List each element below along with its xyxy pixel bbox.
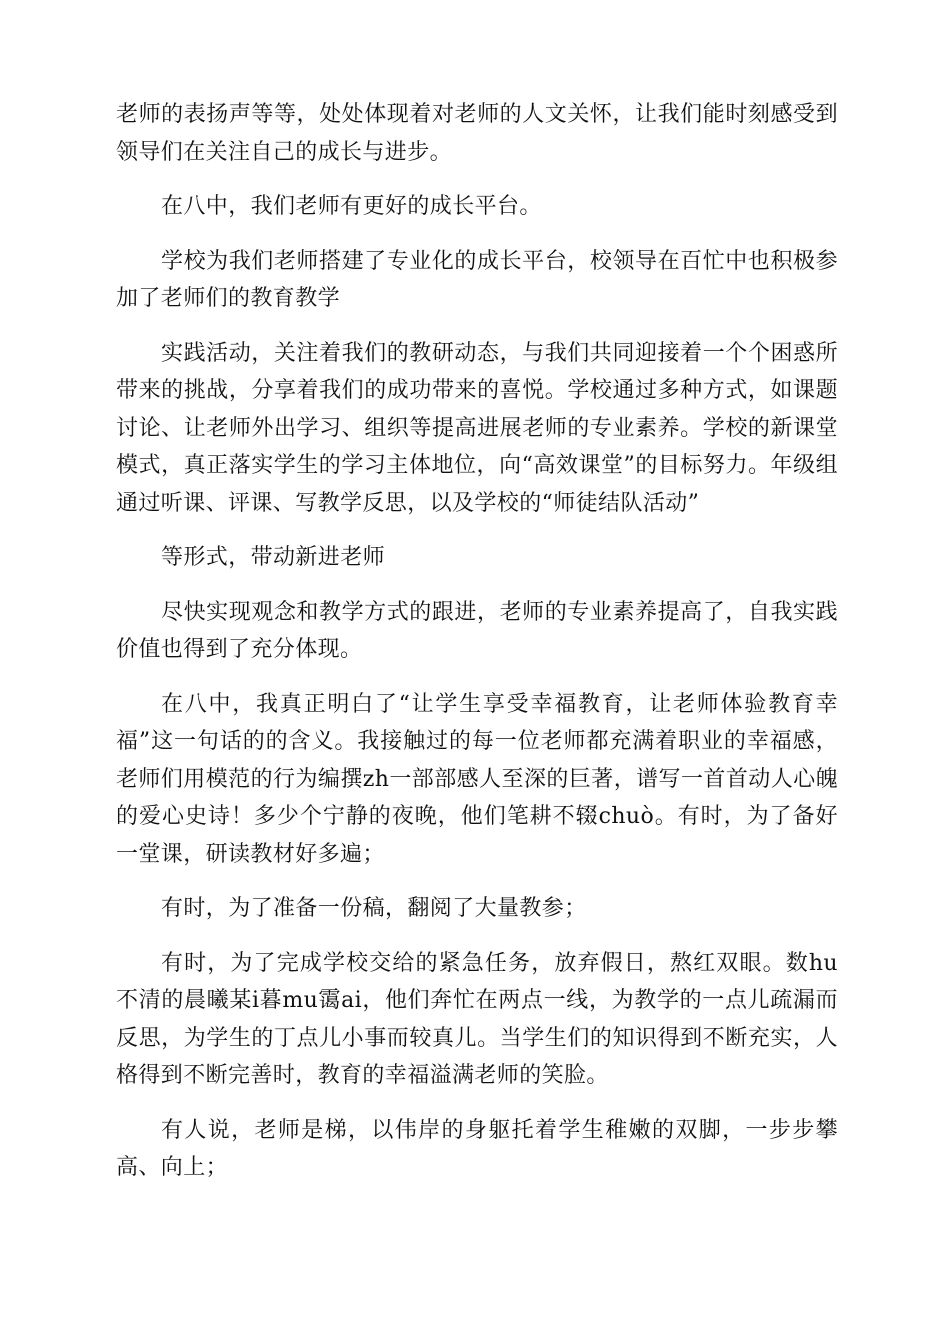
paragraph-10: 有人说，老师是梯，以伟岸的身躯托着学生稚嫩的双脚，一步步攀高、向上； (116, 1117, 838, 1180)
paragraph-3: 学校为我们老师搭建了专业化的成长平台，校领导在百忙中也积极参加了老师们的教育教学 (116, 248, 838, 311)
paragraph-4: 实践活动，关注着我们的教研动态，与我们共同迎接着一个个困惑所带来的挑战，分享着我们的成功带来的喜悦。学校通过多种方式，如课题讨论、让老师外出学习、组织等提高进展老师的专业素养。学校的新课堂模式，真正落实学生的学习主体地位，向“高效课堂”的目标努力。年级组通过听课、评课、写教学反思，以及学校的“师徒结队活动” (116, 340, 838, 516)
paragraph-6: 尽快实现观念和教学方式的跟进，老师的专业素养提高了，自我实践价值也得到了充分体现。 (116, 599, 838, 662)
document-page (116, 96, 838, 1204)
paragraph-9: 有时，为了完成学校交给的紧急任务，放弃假日，熬红双眼。数hu不清的晨曦某i暮mu霭ai，他们奔忙在两点一线，为教学的一点儿疏漏而反思，为学生的丁点儿小事而较真儿。当学生们的知识得到不断充实，人格得到不断完善时，教育的幸福溢满老师的笑脸。 (116, 950, 838, 1088)
paragraph-8: 有时，为了准备一份稿，翻阅了大量教参； (161, 896, 587, 921)
paragraph-2: 在八中，我们老师有更好的成长平台。 (161, 194, 542, 219)
paragraph-7: 在八中，我真正明白了“让学生享受幸福教育，让老师体验教育幸福”这一句话的的含义。我接触过的每一位老师都充满着职业的幸福感，老师们用模范的行为编撰zh一部部感人至深的巨著，谱写一首首动人心魄的爱心史诗！多少个宁静的夜晚，他们笔耕不辍chuò。有时，为了备好一堂课，研读教材好多遍； (116, 691, 838, 867)
paragraph-1: 老师的表扬声等等，处处体现着对老师的人文关怀，让我们能时刻感受到领导们在关注自己的成长与进步。 (116, 102, 838, 165)
paragraph-5: 等形式，带动新进老师 (161, 545, 386, 570)
